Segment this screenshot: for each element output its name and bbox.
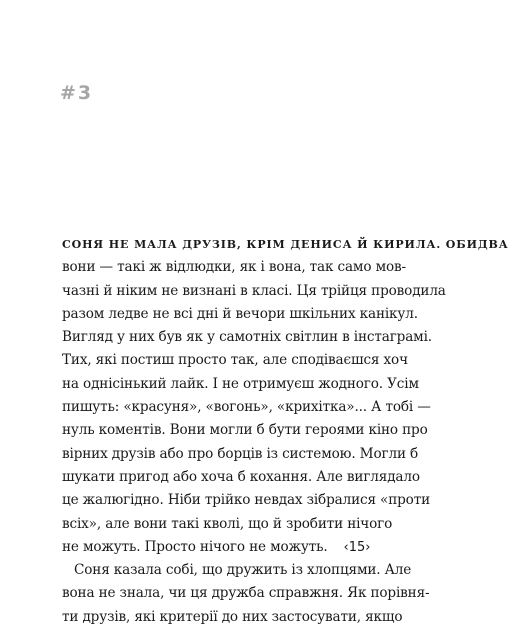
text-line-opening: СОНЯ НЕ МАЛА ДРУЗІВ, КРІМ ДЕНИСА Й КИРИЛА. ОБИДВА <box>62 238 509 251</box>
text-line: вірних друзів або про борців із системою. Могли б <box>62 445 419 462</box>
text-line: не можуть. Просто нічого не можуть. <box>62 538 328 555</box>
text-line-paragraph-start: Соня казала собі, що дружить із хлопцями. Але <box>74 562 412 579</box>
text-line: разом ледве не всі дні й вечори шкільних канікул. <box>62 305 418 322</box>
body-text <box>62 233 509 629</box>
text-line: вона не знала, чи ця дружба справжня. Як порівня- <box>62 585 430 602</box>
chapter-number: #3 <box>60 82 94 104</box>
text-line: всіх», але вони такі кволі, що й зробити нічого <box>62 515 393 532</box>
text-line: вони — такі ж відлюдки, як і вона, так само мов- <box>62 259 406 276</box>
text-line: Тих, які постиш просто так, але сподіваєшся хоч <box>62 352 408 369</box>
text-line: пишуть: «красуня», «вогонь», «крихітка»... А тобі — <box>62 399 431 416</box>
text-line: це жалюгідно. Ніби трійко невдах зібралися «проти <box>62 492 430 509</box>
text-line: ти друзів, які критерії до них застосувати, якщо <box>62 608 403 625</box>
page-number: ‹15› <box>343 540 371 555</box>
text-line: на однісінький лайк. І не отримуєш жодного. Усім <box>62 375 419 392</box>
text-line: чазні й ніким не визнані в класі. Ця трійця проводила <box>62 282 446 299</box>
text-line: шукати пригод або хоча б кохання. Але виглядало <box>62 468 420 485</box>
text-line: Вигляд у них був як у самотніх світлин в інстаграмі. <box>62 329 432 346</box>
text-line: нуль коментів. Вони могли б бути героями кіно про <box>62 422 428 439</box>
